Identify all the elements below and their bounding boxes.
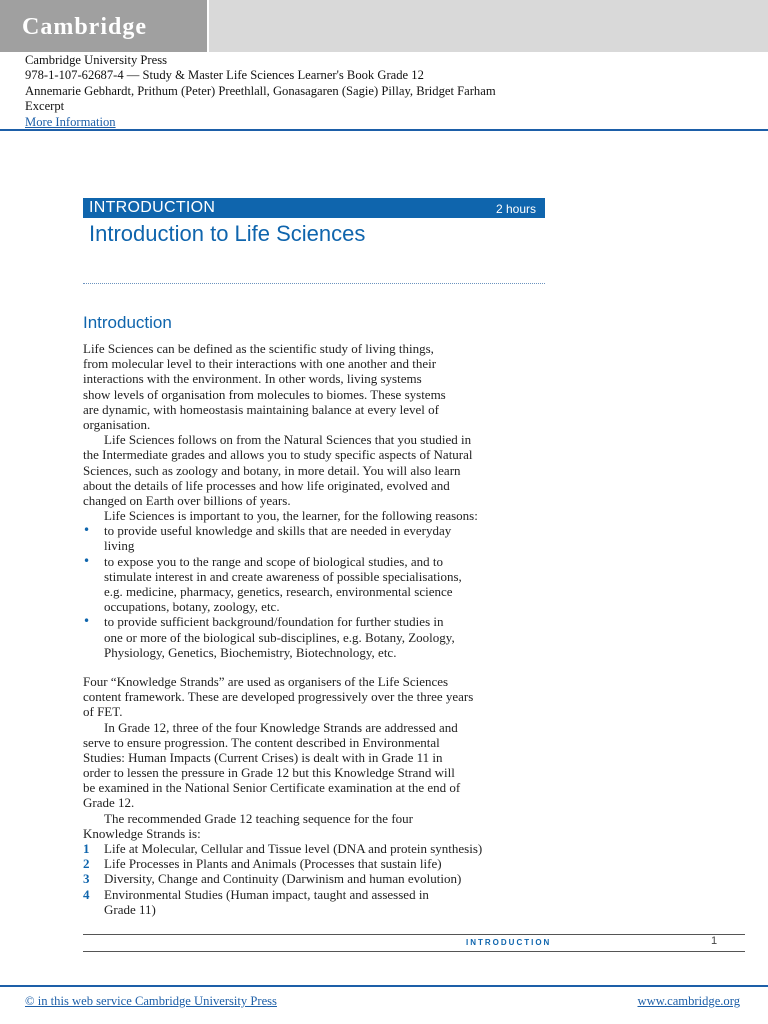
paragraph-gap [83, 660, 553, 674]
paragraph-line: Life Sciences can be defined as the scientific study of living things, [83, 341, 434, 356]
paragraph-line: organisation. [83, 416, 151, 432]
paragraph-line: be examined in the National Senior Certificate examination at the end of [83, 780, 461, 796]
bullet-item-line: e.g. medicine, pharmacy, genetics, research, environmental science [104, 584, 453, 599]
list-number: 2 [83, 856, 90, 872]
bottom-divider [0, 985, 768, 987]
paragraph-line: interactions with the environment. In other words, living systems [83, 371, 422, 387]
cambridge-site-link[interactable]: www.cambridge.org [637, 994, 740, 1008]
bullet-item-line: one or more of the biological sub-disciplines, e.g. Botany, Zoology, [104, 629, 455, 645]
body-text [83, 341, 553, 917]
bullet-item-line: • to expose you to the range and scope of biological studies, and to [83, 553, 444, 569]
paragraph-line: Grade 12. [83, 795, 135, 811]
authors-line: Annemarie Gebhardt, Prithum (Peter) Preethlall, Gonasagaren (Sagie) Pillay, Bridget Farham [25, 83, 496, 98]
numbered-item-line: Grade 11) [104, 901, 156, 917]
brand-logo: Cambridge [22, 14, 147, 40]
paragraph-line: are dynamic, with homeostasis maintaining balance at every level of [83, 401, 439, 417]
bullet-marker: • [83, 614, 91, 629]
paragraph-line: In Grade 12, three of the four Knowledge Strands are addressed and [104, 719, 458, 735]
bullet-item-line: Physiology, Genetics, Biochemistry, Biotechnology, etc. [104, 644, 397, 660]
paragraph-line: show levels of organisation from molecules to biomes. These systems [83, 386, 446, 402]
bullet-item-line: living [104, 538, 135, 554]
book-metadata [25, 53, 496, 130]
numbered-item-line: 3 Diversity, Change and Continuity (Darwinism and human evolution) [83, 871, 462, 887]
paragraph-line: serve to ensure progression. The content described in Environmental [83, 734, 440, 750]
paragraph-line: Life Sciences follows on from the Natural Sciences that you studied in [104, 432, 472, 448]
paragraph-line: Life Sciences is important to you, the learner, for the following reasons: [104, 508, 478, 524]
page-number: 1 [711, 935, 718, 947]
paragraph-line: changed on Earth over billions of years. [83, 492, 291, 508]
publisher-name: Cambridge University Press [25, 53, 168, 67]
numbered-item-line: 2 Life Processes in Plants and Animals (Processes that sustain life) [83, 856, 442, 872]
header-divider [0, 129, 768, 131]
running-footer-label: INTRODUCTION [466, 938, 552, 947]
dotted-divider [83, 283, 545, 284]
list-number: 1 [83, 841, 90, 856]
chapter-duration: 2 hours [495, 202, 536, 216]
chapter-label-bar [83, 198, 545, 218]
isbn-title-line: 978-1-107-62687-4 — Study & Master Life Sciences Learner's Book Grade 12 [25, 68, 424, 83]
bullet-item-line: stimulate interest in and create awareness of possible specialisations, [104, 568, 462, 584]
paragraph-line: Studies: Human Impacts (Current Crises) is dealt with in Grade 11 in [83, 749, 443, 765]
bullet-marker: • [83, 553, 91, 568]
footer-rule-top [83, 934, 745, 935]
brand-logo-box [0, 0, 207, 52]
numbered-item-line: 4 Environmental Studies (Human impact, taught and assessed in [83, 886, 429, 902]
copyright-link[interactable]: © in this web service Cambridge University Press [25, 994, 277, 1008]
paragraph-line: of FET. [83, 704, 123, 720]
paragraph-line: The recommended Grade 12 teaching sequence for the four [104, 810, 413, 826]
section-heading: Introduction [83, 313, 172, 332]
paragraph-line: Sciences, such as zoology and botany, in more detail. You will also learn [83, 462, 461, 478]
paragraph-line: Knowledge Strands is: [83, 825, 201, 841]
list-number: 3 [83, 871, 90, 887]
list-number: 4 [83, 886, 90, 902]
bullet-marker: • [83, 523, 91, 538]
brand-divider [207, 0, 209, 52]
paragraph-line: the Intermediate grades and allows you to study specific aspects of Natural [83, 447, 473, 463]
bullet-item-line: • to provide useful knowledge and skills that are needed in everyday [83, 523, 452, 539]
excerpt-label: Excerpt [25, 99, 65, 114]
footer-rule-bottom [83, 951, 745, 952]
paragraph-line: about the details of life processes and how life originated, evolved and [83, 477, 450, 493]
bullet-item-line: occupations, botany, zoology, etc. [104, 599, 280, 615]
paragraph-line: from molecular level to their interactions with one another and their [83, 356, 437, 372]
more-information-link[interactable]: More Information [25, 114, 116, 129]
paragraph-line: Four “Knowledge Strands” are used as organisers of the Life Sciences [83, 673, 449, 689]
paragraph-line: order to lessen the pressure in Grade 12 but this Knowledge Strand will [83, 765, 455, 781]
numbered-item-line: 1 Life at Molecular, Cellular and Tissue level (DNA and protein synthesis) [83, 841, 483, 856]
paragraph-line: content framework. These are developed progressively over the three years [83, 689, 474, 705]
bullet-item-line: • to provide sufficient background/foundation for further studies in [83, 614, 444, 630]
chapter-label: INTRODUCTION [89, 199, 216, 216]
chapter-title: Introduction to Life Sciences [89, 221, 366, 246]
